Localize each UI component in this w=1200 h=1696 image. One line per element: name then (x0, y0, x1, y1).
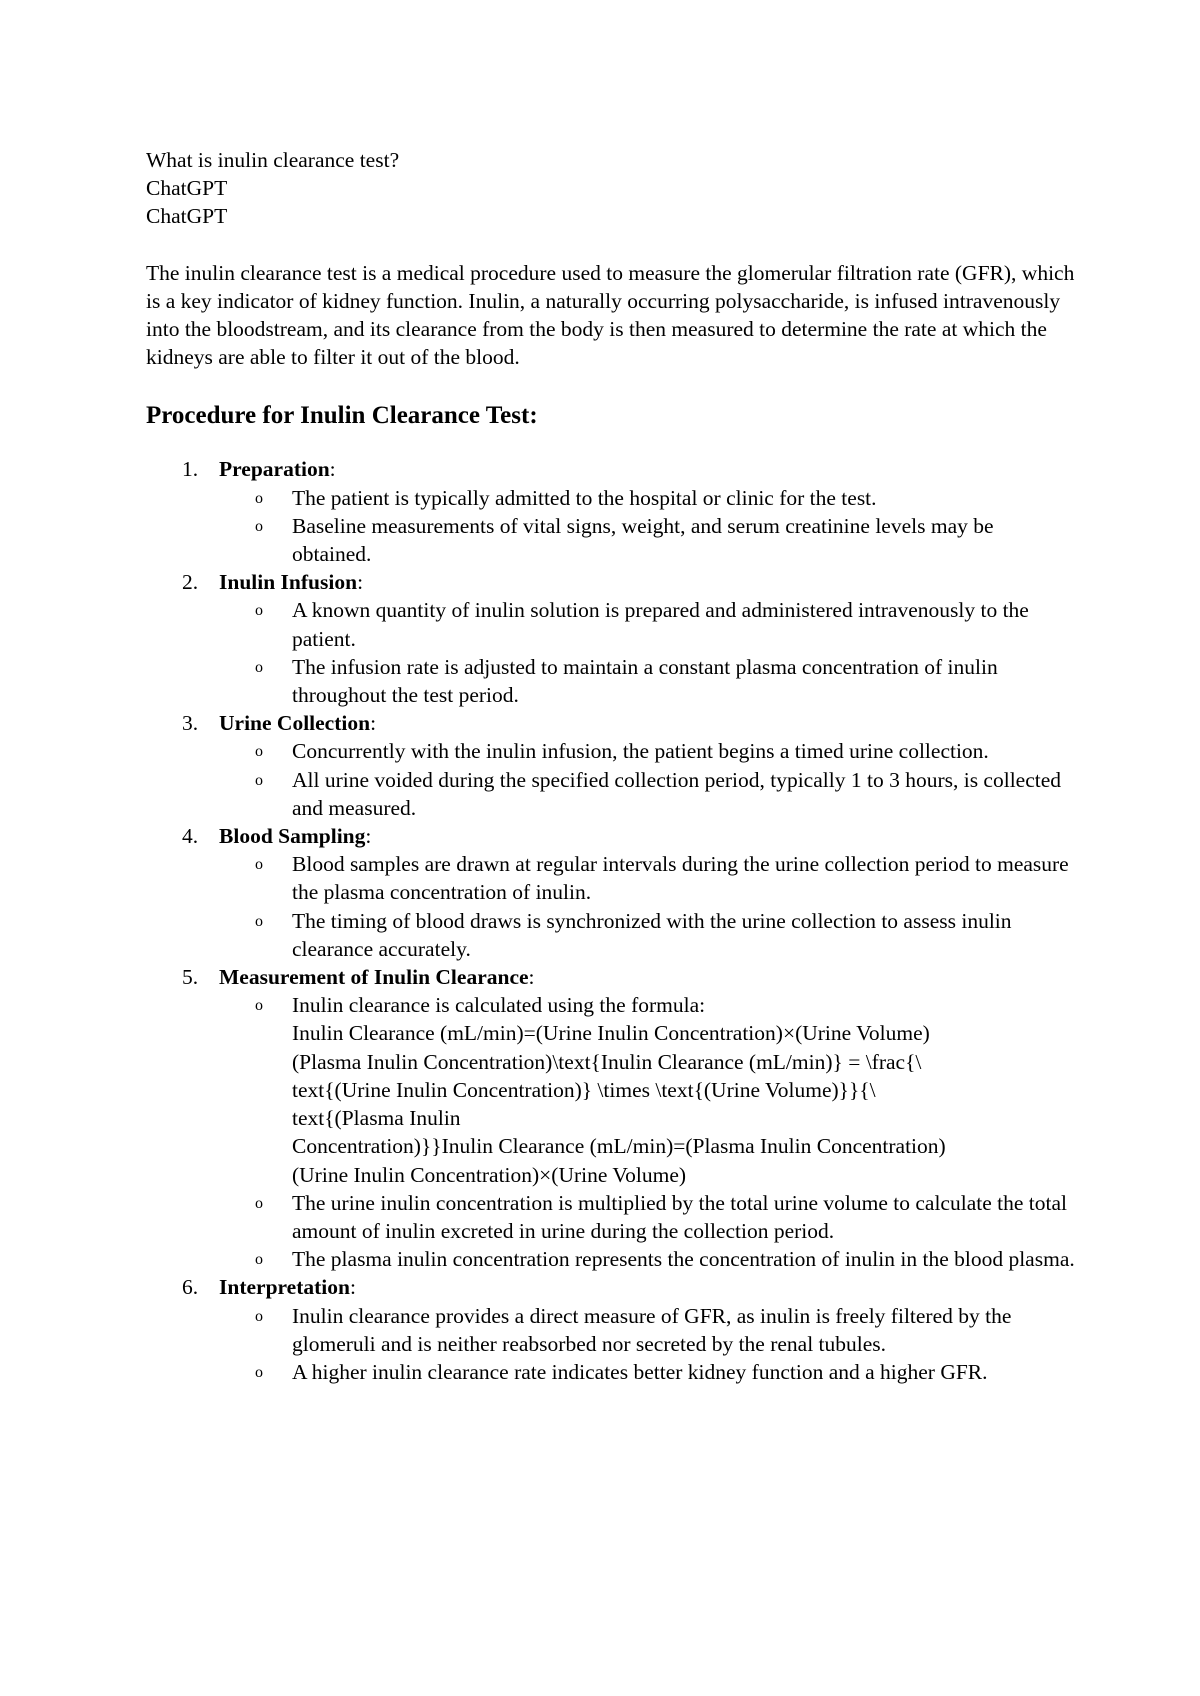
bullet-icon: o (255, 912, 263, 930)
step-number: 1. (182, 457, 199, 482)
list-item (219, 484, 1076, 512)
step-colon: : (365, 824, 372, 849)
bullet-text: Baseline measurements of vital signs, weight, and serum creatinine levels may be obtained. (292, 513, 994, 567)
formula-line: text{(Urine Inulin Concentration)} \times \text{(Urine Volume)}}{\ (292, 1077, 876, 1102)
step-bullets (219, 737, 1076, 822)
bullet-icon: o (255, 489, 263, 507)
chatgpt-label: ChatGPT (146, 204, 228, 229)
intro-block (146, 146, 1076, 231)
bullet-text: The urine inulin concentration is multiplied by the total urine volume to calculate the total amount of inulin excreted in urine during the collection period. (292, 1190, 1067, 1243)
list-item (219, 991, 1076, 1188)
intro-paragraph: The inulin clearance test is a medical procedure used to measure the glomerular filtration rate (GFR), which is a key indicator of kidney function. Inulin, a naturally occurring polysaccharide, is infused intravenously into the bloodstream, and its clearance from the body is then measured to determine the rate at which the kidneys are able to filter it out of the blood. (146, 260, 1075, 370)
bullet-text: A known quantity of inulin solution is prepared and administered intravenously to the patient. (292, 598, 1029, 651)
step-item (146, 1273, 1076, 1386)
bullet-icon: o (255, 743, 263, 761)
bullet-icon: o (255, 1307, 263, 1325)
bullet-text: The infusion rate is adjusted to maintain a constant plasma concentration of inulin throughout the test period. (292, 654, 998, 708)
list-item (219, 1358, 1076, 1386)
step-title: Inulin Infusion (219, 570, 358, 595)
bullet-icon: o (255, 997, 263, 1015)
bullet-text: The patient is typically admitted to the hospital or clinic for the test. (292, 485, 877, 510)
bullet-text: Blood samples are drawn at regular intervals during the urine collection period to measure the plasma concentration of inulin. (292, 852, 1069, 905)
list-item (219, 737, 1076, 765)
bullet-text: A higher inulin clearance rate indicates better kidney function and a higher GFR. (292, 1359, 988, 1384)
bullet-icon: o (255, 1251, 263, 1269)
step-bullets (219, 991, 1076, 1273)
step-item (146, 822, 1076, 963)
bullet-text: Concurrently with the inulin infusion, the patient begins a timed urine collection. (292, 739, 989, 764)
chatgpt-label: ChatGPT (146, 176, 228, 201)
step-colon: : (349, 1275, 356, 1300)
list-item (219, 1302, 1076, 1358)
formula-line: (Plasma Inulin Concentration)\text{Inulin Clearance (mL/min)} = \frac{\ (292, 1049, 922, 1074)
step-item (146, 455, 1076, 568)
bullet-text: All urine voided during the specified collection period, typically 1 to 3 hours, is collected and measured. (292, 767, 1062, 820)
list-item (219, 907, 1076, 963)
bullet-icon: o (255, 1363, 263, 1381)
bullet-text: Inulin clearance provides a direct measure of GFR, as inulin is freely filtered by the glomeruli and is neither reabsorbed nor secreted by the renal tubules. (292, 1303, 1012, 1356)
step-item (146, 568, 1076, 709)
list-item (219, 766, 1076, 822)
step-colon: : (329, 457, 336, 482)
step-number: 4. (182, 824, 199, 849)
list-item (219, 596, 1076, 652)
step-item (146, 709, 1076, 822)
bullet-icon: o (255, 602, 263, 620)
step-bullets (219, 596, 1076, 709)
question-line: What is inulin clearance test? (146, 148, 400, 172)
list-item (219, 850, 1076, 906)
step-bullets (219, 484, 1076, 569)
step-title: Urine Collection (219, 711, 371, 736)
formula-line: Concentration)}}Inulin Clearance (mL/min)=(Plasma Inulin Concentration) (292, 1134, 946, 1159)
step-number: 5. (182, 965, 199, 990)
formula-line: (Urine Inulin Concentration)×(Urine Volume) (292, 1162, 687, 1187)
list-item (219, 653, 1076, 709)
bullet-icon: o (255, 1194, 263, 1212)
document-page (146, 146, 1076, 1386)
step-bullets (219, 850, 1076, 963)
list-item (219, 512, 1076, 568)
list-item (219, 1245, 1076, 1273)
bullet-icon: o (255, 771, 263, 789)
step-title: Preparation (219, 457, 330, 482)
step-number: 2. (182, 570, 199, 595)
step-bullets (219, 1302, 1076, 1387)
formula-line: text{(Plasma Inulin (292, 1106, 461, 1131)
step-colon: : (370, 711, 377, 736)
list-item (219, 1189, 1076, 1245)
bullet-icon: o (255, 517, 263, 535)
step-number: 3. (182, 711, 199, 736)
bullet-text: The plasma inulin concentration represents the concentration of inulin in the blood plasma. (292, 1247, 1075, 1272)
step-title: Measurement of Inulin Clearance (219, 965, 529, 990)
step-number: 6. (182, 1275, 199, 1300)
step-title: Interpretation (219, 1275, 350, 1300)
section-heading: Procedure for Inulin Clearance Test: (146, 402, 538, 430)
spacer (146, 231, 1076, 259)
formula-line: Inulin Clearance (mL/min)=(Urine Inulin Concentration)×(Urine Volume) (292, 1021, 930, 1046)
bullet-icon: o (255, 658, 263, 676)
bullet-text: The timing of blood draws is synchronized with the urine collection to assess inulin clearance accurately. (292, 908, 1012, 961)
step-colon: : (528, 965, 535, 990)
procedure-steps (146, 455, 1076, 1386)
bullet-icon: o (255, 856, 263, 874)
bullet-text: Inulin clearance is calculated using the formula: (292, 993, 706, 1018)
step-title: Blood Sampling (219, 824, 366, 849)
step-item (146, 963, 1076, 1273)
step-colon: : (357, 570, 364, 595)
